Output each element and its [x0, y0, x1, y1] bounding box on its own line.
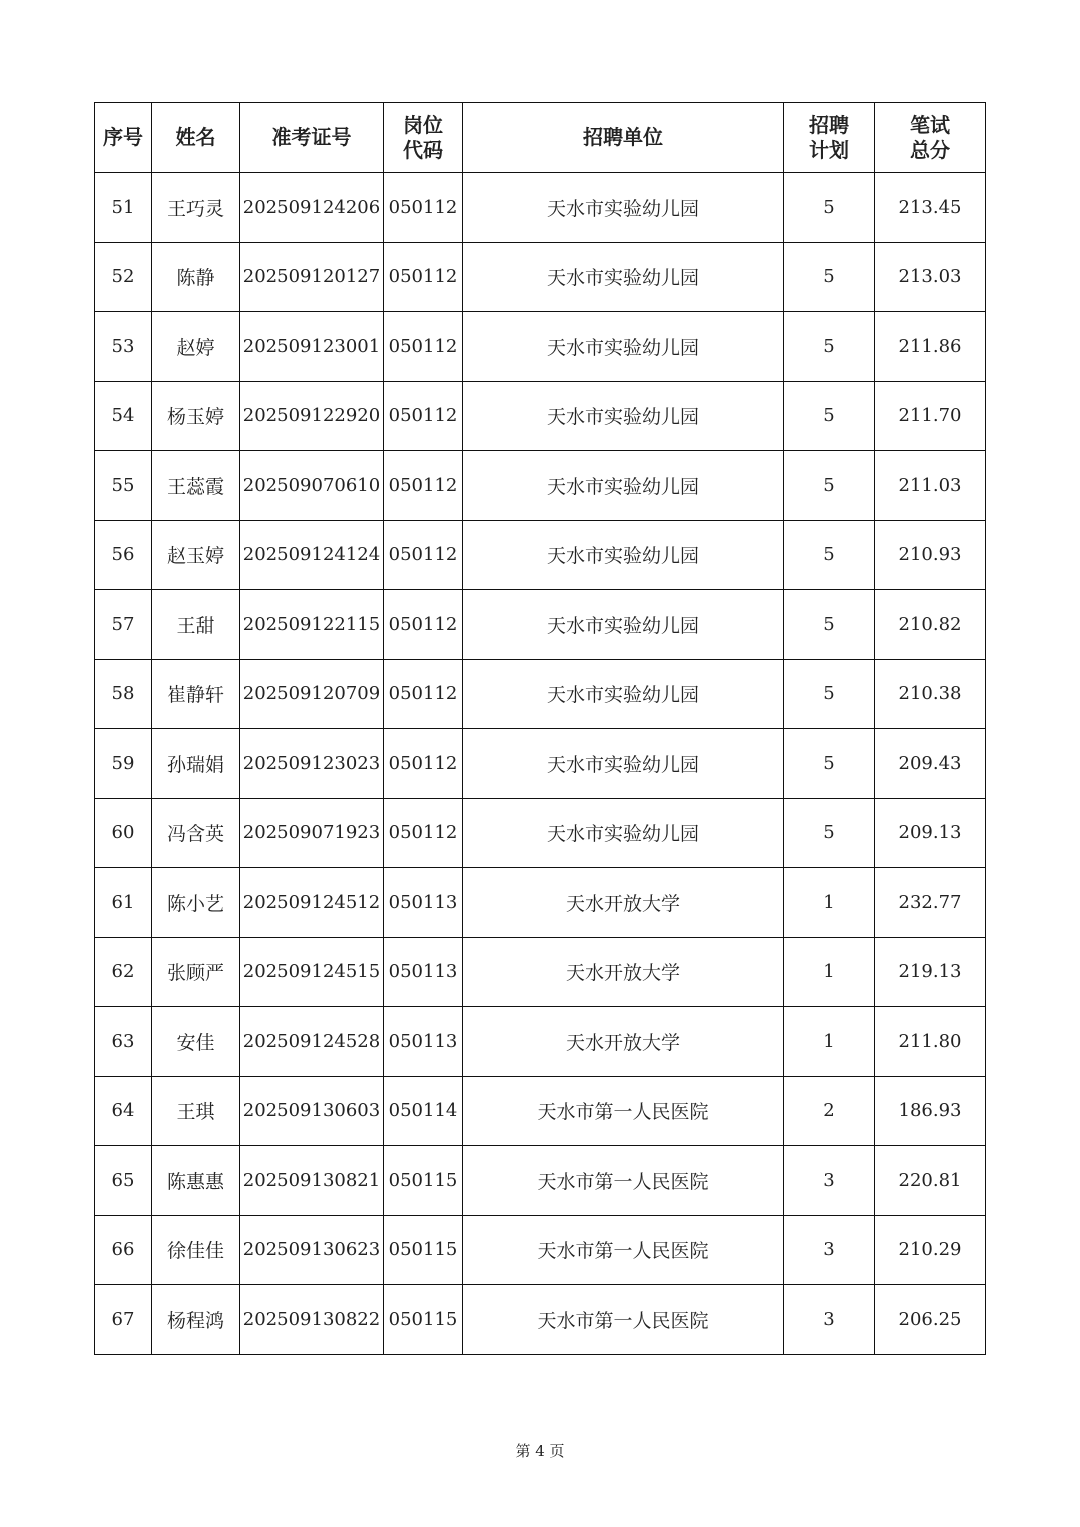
cell-plan: 1 [784, 937, 875, 1007]
cell-code: 050112 [384, 312, 463, 382]
header-plan-line1: 招聘 [809, 112, 849, 137]
cell-code: 050112 [384, 520, 463, 590]
cell-score: 210.38 [875, 659, 986, 729]
cell-score: 232.77 [875, 868, 986, 938]
cell-seq: 61 [95, 868, 152, 938]
header-score [875, 103, 986, 173]
table-row [95, 659, 986, 729]
cell-code: 050112 [384, 173, 463, 243]
cell-ticket: 202509070610 [240, 451, 384, 521]
cell-ticket: 202509130603 [240, 1076, 384, 1146]
cell-seq: 66 [95, 1215, 152, 1285]
cell-unit: 天水市第一人民医院 [463, 1076, 784, 1146]
cell-seq: 55 [95, 451, 152, 521]
header-plan-line2: 计划 [809, 137, 849, 162]
cell-plan: 3 [784, 1146, 875, 1216]
cell-score: 206.25 [875, 1285, 986, 1355]
cell-seq: 54 [95, 381, 152, 451]
header-code-line1: 岗位 [403, 112, 443, 137]
cell-score: 209.13 [875, 798, 986, 868]
cell-code: 050115 [384, 1285, 463, 1355]
cell-unit: 天水开放大学 [463, 937, 784, 1007]
cell-ticket: 202509124512 [240, 868, 384, 938]
header-plan [784, 103, 875, 173]
cell-code: 050112 [384, 659, 463, 729]
cell-unit: 天水市实验幼儿园 [463, 520, 784, 590]
cell-seq: 52 [95, 242, 152, 312]
cell-plan: 5 [784, 451, 875, 521]
cell-ticket: 202509123023 [240, 729, 384, 799]
table-row [95, 1076, 986, 1146]
cell-name: 孙瑞娟 [152, 729, 240, 799]
cell-score: 211.86 [875, 312, 986, 382]
cell-score: 211.70 [875, 381, 986, 451]
cell-ticket: 202509123001 [240, 312, 384, 382]
cell-score: 209.43 [875, 729, 986, 799]
header-code-line2: 代码 [403, 137, 443, 162]
cell-ticket: 202509124515 [240, 937, 384, 1007]
table-row [95, 729, 986, 799]
cell-unit: 天水市实验幼儿园 [463, 312, 784, 382]
cell-ticket: 202509124528 [240, 1007, 384, 1077]
cell-score: 210.29 [875, 1215, 986, 1285]
cell-plan: 5 [784, 173, 875, 243]
cell-score: 213.45 [875, 173, 986, 243]
cell-name: 王巧灵 [152, 173, 240, 243]
cell-seq: 59 [95, 729, 152, 799]
cell-code: 050112 [384, 242, 463, 312]
cell-ticket: 202509120127 [240, 242, 384, 312]
cell-ticket: 202509120709 [240, 659, 384, 729]
cell-unit: 天水市第一人民医院 [463, 1285, 784, 1355]
table-row [95, 937, 986, 1007]
cell-code: 050115 [384, 1146, 463, 1216]
table-row [95, 1007, 986, 1077]
cell-plan: 5 [784, 590, 875, 660]
cell-unit: 天水市实验幼儿园 [463, 451, 784, 521]
page-number: 第 4 页 [515, 1442, 565, 1460]
cell-seq: 64 [95, 1076, 152, 1146]
cell-code: 050112 [384, 729, 463, 799]
cell-code: 050113 [384, 937, 463, 1007]
cell-plan: 1 [784, 1007, 875, 1077]
cell-ticket: 202509124124 [240, 520, 384, 590]
cell-name: 赵婷 [152, 312, 240, 382]
cell-unit: 天水市实验幼儿园 [463, 590, 784, 660]
header-score-line2: 总分 [910, 137, 950, 162]
cell-ticket: 202509130821 [240, 1146, 384, 1216]
cell-score: 186.93 [875, 1076, 986, 1146]
cell-ticket: 202509122920 [240, 381, 384, 451]
cell-score: 213.03 [875, 242, 986, 312]
header-code [384, 103, 463, 173]
header-row [95, 103, 986, 173]
cell-seq: 63 [95, 1007, 152, 1077]
cell-ticket: 202509124206 [240, 173, 384, 243]
cell-code: 050112 [384, 590, 463, 660]
cell-name: 杨玉婷 [152, 381, 240, 451]
cell-code: 050112 [384, 798, 463, 868]
cell-code: 050115 [384, 1215, 463, 1285]
cell-seq: 67 [95, 1285, 152, 1355]
header-seq: 序号 [95, 103, 152, 173]
table-row [95, 451, 986, 521]
cell-score: 219.13 [875, 937, 986, 1007]
cell-unit: 天水市实验幼儿园 [463, 659, 784, 729]
cell-plan: 5 [784, 520, 875, 590]
table-row [95, 312, 986, 382]
cell-plan: 3 [784, 1215, 875, 1285]
cell-seq: 58 [95, 659, 152, 729]
cell-ticket: 202509071923 [240, 798, 384, 868]
cell-name: 陈小艺 [152, 868, 240, 938]
cell-ticket: 202509122115 [240, 590, 384, 660]
cell-plan: 5 [784, 659, 875, 729]
cell-unit: 天水市实验幼儿园 [463, 242, 784, 312]
cell-seq: 53 [95, 312, 152, 382]
table-header [95, 103, 986, 173]
table-body [95, 173, 986, 1355]
cell-name: 杨程鸿 [152, 1285, 240, 1355]
cell-ticket: 202509130623 [240, 1215, 384, 1285]
cell-unit: 天水市第一人民医院 [463, 1146, 784, 1216]
header-score-line1: 笔试 [910, 112, 950, 137]
cell-unit: 天水市第一人民医院 [463, 1215, 784, 1285]
cell-unit: 天水开放大学 [463, 1007, 784, 1077]
table-row [95, 868, 986, 938]
cell-plan: 5 [784, 381, 875, 451]
cell-name: 王琪 [152, 1076, 240, 1146]
cell-plan: 5 [784, 729, 875, 799]
cell-name: 张顾严 [152, 937, 240, 1007]
cell-code: 050112 [384, 381, 463, 451]
cell-name: 徐佳佳 [152, 1215, 240, 1285]
table-row [95, 1215, 986, 1285]
cell-code: 050113 [384, 868, 463, 938]
cell-score: 220.81 [875, 1146, 986, 1216]
header-name: 姓名 [152, 103, 240, 173]
cell-plan: 2 [784, 1076, 875, 1146]
table-row [95, 590, 986, 660]
cell-unit: 天水开放大学 [463, 868, 784, 938]
header-unit: 招聘单位 [463, 103, 784, 173]
table-row [95, 798, 986, 868]
cell-name: 安佳 [152, 1007, 240, 1077]
cell-seq: 51 [95, 173, 152, 243]
cell-name: 王甜 [152, 590, 240, 660]
table-row [95, 242, 986, 312]
results-table [94, 102, 986, 1355]
table-row [95, 173, 986, 243]
cell-seq: 60 [95, 798, 152, 868]
cell-name: 崔静轩 [152, 659, 240, 729]
cell-name: 王蕊霞 [152, 451, 240, 521]
cell-name: 赵玉婷 [152, 520, 240, 590]
cell-name: 冯含英 [152, 798, 240, 868]
cell-code: 050112 [384, 451, 463, 521]
table-row [95, 520, 986, 590]
cell-unit: 天水市实验幼儿园 [463, 798, 784, 868]
cell-plan: 5 [784, 242, 875, 312]
cell-seq: 65 [95, 1146, 152, 1216]
cell-score: 210.82 [875, 590, 986, 660]
cell-name: 陈静 [152, 242, 240, 312]
cell-score: 211.03 [875, 451, 986, 521]
cell-seq: 56 [95, 520, 152, 590]
cell-unit: 天水市实验幼儿园 [463, 173, 784, 243]
table-row [95, 1146, 986, 1216]
cell-unit: 天水市实验幼儿园 [463, 381, 784, 451]
cell-ticket: 202509130822 [240, 1285, 384, 1355]
header-ticket: 准考证号 [240, 103, 384, 173]
cell-code: 050114 [384, 1076, 463, 1146]
cell-seq: 57 [95, 590, 152, 660]
cell-name: 陈惠惠 [152, 1146, 240, 1216]
cell-seq: 62 [95, 937, 152, 1007]
table-row [95, 381, 986, 451]
cell-plan: 1 [784, 868, 875, 938]
cell-score: 210.93 [875, 520, 986, 590]
cell-plan: 5 [784, 312, 875, 382]
cell-unit: 天水市实验幼儿园 [463, 729, 784, 799]
table-row [95, 1285, 986, 1355]
cell-code: 050113 [384, 1007, 463, 1077]
cell-plan: 5 [784, 798, 875, 868]
cell-plan: 3 [784, 1285, 875, 1355]
cell-score: 211.80 [875, 1007, 986, 1077]
